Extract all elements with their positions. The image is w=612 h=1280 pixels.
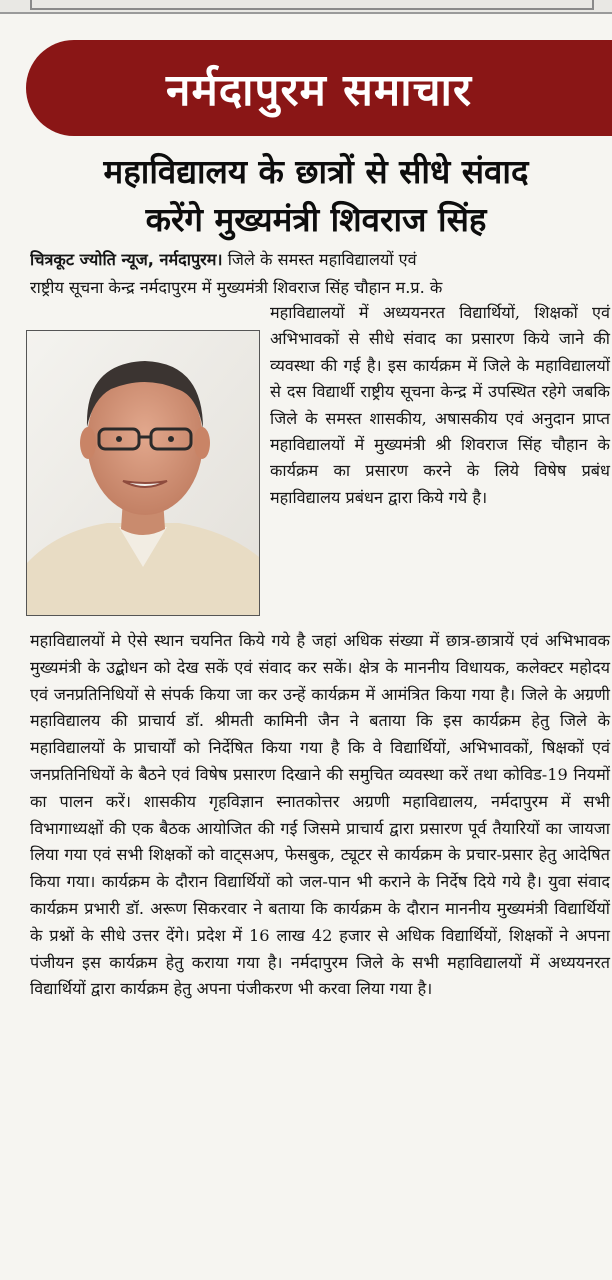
headline-line-1: महाविद्यालय के छात्रों से सीधे संवाद <box>103 152 529 191</box>
section-title: नर्मदापुरम समाचार <box>166 65 472 116</box>
headline-line-2: करेंगे मुख्यमंत्री शिवराज सिंह <box>145 200 487 239</box>
lead-text-1: जिले के समस्त महाविद्यालयों एवं <box>222 250 417 269</box>
lead-line-1 <box>30 246 610 274</box>
article-column-text: महाविद्यालयों में अध्ययनरत विद्यार्थियों, शिक्षकों एवं अभिभावकों से सीधे संवाद का प्रसारण किये जाने की व्यवस्था की गई है। इस कार्यक्रम में जिले के महाविद्यालयों से दस विद्यार्थी राष्ट्रीय सूचना केन्द्र में उपस्थित रहेगे जबकि जिले के समस्त शासकीय, अषासकीय एवं अनुदान प्राप्त महाविद्यालयों में मुख्यमंत्री श्री शिवराज सिंह चौहान के कार्यक्रम का प्रसारण करने के लिये विषेष प्रबंध महाविद्यालय प्रबंधन द्वारा किये गये है। <box>270 303 610 507</box>
article-body-text: महाविद्यालयों मे ऐसे स्थान चयनित किये गये है जहां अधिक संख्या में छात्र-छात्रायें एवं अभिभावक मुख्यमंत्री के उद्बोधन को देख सकें एवं संवाद कर सकें। क्षेत्र के माननीय विधायक, कलेक्टर महोदय एवं जनप्रतिनिधियों से संपर्क किया जा कर उन्हें कार्यक्रम में आमंत्रित किया गया है। जिले के अग्रणी महाविद्यालय की प्राचार्य डॉ. श्रीमती कामिनी जैन ने बताया कि इस कार्यक्रम हेतु जिले के महाविद्यालयों के प्राचार्यों को निर्देषित किया गया है कि वे विद्यार्थियों, अभिभावकों, षिक्षकों एवं जनप्रतिनिधियों के बैठने एवं विषेष प्रसारण दिखाने की समुचित व्यवस्था करें तथा कोविड-19 नियमों का पालन करें। शासकीय गृहविज्ञान स्नातकोत्तर अग्रणी महाविद्यालय, नर्मदापुरम में सभी विभागाध्यक्षों की एक बैठक आयोजित की गई जिसमे प्राचार्य द्वारा प्रसारण पूर्व तैयारियों का जायजा लिया गया एवं सभी शिक्षकों को वाट्सअप, फेसबुक, ट्यूटर से कार्यक्रम के प्रचार-प्रसार हेतु आदेषित किया गया। कार्यक्रम के दौरान विद्यार्थियों को जल-पान भी कराने के निर्देष दिये गये है। युवा संवाद कार्यक्रम प्रभारी डॉ. अरूण सिकरवार ने बताया कि कार्यक्रम के दौरान माननीय मुख्यमंत्री विद्यार्थियों के प्रश्नों के सीधे उत्तर देंगे। प्रदेश में 16 लाख 42 हजार से अधिक विद्यार्थियों, शिक्षकों ने अपना पंजीयन इस कार्यक्रम हेतु कराया गया है। नर्मदापुरम जिले के सभी महाविद्यालयों में अध्ययनरत विद्यार्थियों द्वारा कार्यक्रम हेतु अपना पंजीकरण भी करवा लिया गया है। <box>30 631 610 999</box>
top-border-rule <box>0 0 612 14</box>
dateline: चित्रकूट ज्योति न्यूज, नर्मदापुरम। <box>30 250 223 269</box>
article-headline <box>20 148 612 244</box>
section-banner <box>26 40 612 136</box>
lead-line-2: राष्ट्रीय सूचना केन्द्र नर्मदापुरम में मुख्यमंत्री शिवराज सिंह चौहान म.प्र. के <box>30 278 443 297</box>
portrait-image <box>27 331 259 615</box>
chief-minister-photo <box>26 330 260 616</box>
